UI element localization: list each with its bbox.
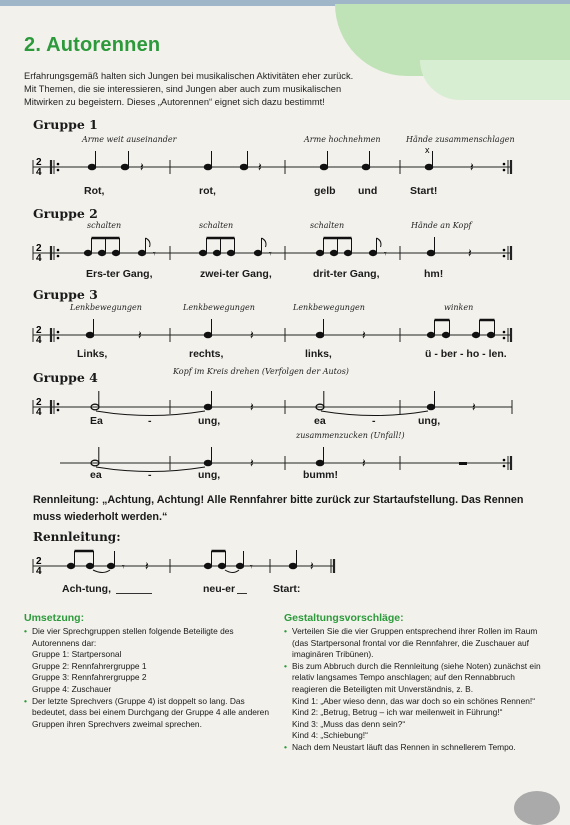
- group-1-staff: [0, 140, 570, 186]
- role-item: Gruppe 1: Startpersonal: [32, 649, 122, 660]
- svg-text:4: 4: [36, 407, 42, 418]
- group-3-lyric: links,: [305, 348, 332, 360]
- group-3-label: Gruppe 3: [33, 287, 98, 302]
- umsetzung-heading: Umsetzung:: [24, 612, 85, 624]
- group-3-instruction: Lenkbewegungen: [293, 303, 365, 312]
- svg-text:2: 2: [36, 397, 42, 408]
- svg-text:𝄽: 𝄽: [258, 160, 262, 174]
- group-2-lyric: hm!: [424, 268, 444, 280]
- rennleitung-lyric: Start:: [273, 583, 301, 595]
- group-1-lyric: rot,: [199, 185, 216, 197]
- svg-text:𝄽: 𝄽: [468, 246, 472, 260]
- group-4-staff: [0, 380, 570, 426]
- svg-text:𝄾: 𝄾: [269, 249, 272, 260]
- group-1-lyric: und: [358, 185, 378, 197]
- green-decoration-light: [420, 60, 570, 100]
- gestaltung-item: • Bis zum Abbruch durch die Rennleitung (siehe Noten) zunächst ein relativ langsames Tempo anschlagen; auf den Rennabbruch reagieren die Beteiligten mit Unverständnis, z. B.: [284, 661, 552, 696]
- svg-text:4: 4: [36, 566, 42, 577]
- svg-text:𝄽: 𝄽: [472, 400, 476, 414]
- svg-text:2: 2: [36, 556, 42, 567]
- group-2-instruction: schalten: [310, 221, 345, 230]
- svg-text:𝄽: 𝄽: [362, 328, 366, 342]
- group-4-lyric: -: [148, 415, 152, 427]
- group-4-instruction: Kopf im Kreis drehen (Verfolgen der Autos): [173, 367, 349, 376]
- kind-item: Kind 3: „Muss das denn sein?“: [292, 718, 406, 729]
- group-3-lyric: rechts,: [189, 348, 224, 360]
- svg-text:𝄾: 𝄾: [384, 249, 387, 260]
- group-1-instruction: Arme weit auseinander: [82, 135, 177, 144]
- rennleitung-lyric: neu-er: [203, 583, 236, 595]
- kind-list: [284, 696, 552, 742]
- group-4-lyric-2: -: [148, 469, 152, 481]
- group-2-label: Gruppe 2: [33, 206, 98, 221]
- group-3-instruction: Lenkbewegungen: [183, 303, 255, 312]
- group-4-staff-2: [0, 436, 570, 482]
- group-1-instruction: Hände zusammenschlagen: [406, 135, 515, 144]
- svg-text:2: 2: [36, 243, 42, 254]
- svg-text:𝄽: 𝄽: [250, 400, 254, 414]
- group-4-lyric: Ea: [90, 415, 103, 427]
- rennleitung-announcement: Rennleitung: „Achtung, Achtung! Alle Rennfahrer bitte zurück zur Startaufstellung. Das Rennen muss wiederholt werden.“: [33, 494, 524, 523]
- svg-text:𝄽: 𝄽: [250, 456, 254, 470]
- group-2-staff: [0, 226, 570, 272]
- group-4-instruction: zusammenzucken (Unfall!): [296, 431, 405, 440]
- gestaltung-heading: Gestaltungsvorschläge:: [284, 612, 404, 624]
- gestaltung-item: • Nach dem Neustart läuft das Rennen in schnellerem Tempo.: [284, 742, 552, 754]
- time-sig-top: 2: [36, 157, 42, 168]
- group-4-lyric: ung,: [198, 415, 221, 427]
- time-sig-bottom: 4: [36, 167, 42, 178]
- group-4-lyric-2: ung,: [198, 469, 221, 481]
- role-item: Gruppe 4: Zuschauer: [32, 683, 112, 694]
- group-4-lyric-2: ea: [90, 469, 102, 481]
- kind-item: Kind 4: „Schiebung!“: [292, 730, 368, 741]
- group-3-lyric: ü - ber - ho - len.: [425, 348, 507, 360]
- group-1-instruction: Arme hochnehmen: [304, 135, 381, 144]
- group-2-lyric: Ers-ter Gang,: [86, 268, 153, 280]
- svg-text:𝄽: 𝄽: [470, 160, 474, 174]
- group-1-lyric: gelb: [314, 185, 336, 197]
- umsetzung-item: • Die vier Sprechgruppen stellen folgende Beteiligte des Autorennens dar:: [24, 626, 274, 649]
- svg-text:𝄽: 𝄽: [145, 559, 149, 573]
- rennleitung-staff: [0, 544, 570, 584]
- svg-text:4: 4: [36, 253, 42, 264]
- svg-text:𝄾: 𝄾: [153, 249, 156, 260]
- umsetzung-list: [24, 626, 274, 730]
- group-4-lyric: ung,: [418, 415, 441, 427]
- group-2-instruction: schalten: [199, 221, 234, 230]
- svg-text:4: 4: [36, 335, 42, 346]
- svg-text:𝄾: 𝄾: [250, 562, 253, 573]
- group-3-instruction: winken: [444, 303, 474, 312]
- melisma-line: [237, 593, 247, 594]
- group-3-lyric: Links,: [77, 348, 108, 360]
- svg-text:𝄽: 𝄽: [140, 160, 144, 174]
- svg-text:𝄽: 𝄽: [310, 559, 314, 573]
- group-3-instruction: Lenkbewegungen: [70, 303, 142, 312]
- svg-text:2: 2: [36, 325, 42, 336]
- role-item: Gruppe 3: Rennfahrergruppe 2: [32, 672, 147, 683]
- rennleitung-lyric: Ach-tung,: [62, 583, 111, 595]
- svg-text:𝄾: 𝄾: [122, 562, 125, 573]
- group-1-lyric: Start!: [410, 185, 438, 197]
- group-2-lyric: zwei-ter Gang,: [200, 268, 272, 280]
- svg-text:𝄽: 𝄽: [250, 328, 254, 342]
- melisma-line: [116, 593, 152, 594]
- group-4-lyric: ea: [314, 415, 326, 427]
- page-title: 2. Autorennen: [24, 34, 161, 56]
- intro-text: Erfahrungsgemäß halten sich Jungen bei musikalischen Aktivitäten eher zurück. Mit Themen, die sie interessieren, sind Jungen aber auch zum musikalischen Mitwirken zu begeistern. Dieses „Autorennen“ eignet sich dazu bestimmt!: [24, 71, 354, 107]
- svg-text:x: x: [425, 145, 430, 155]
- umsetzung-item: • Der letzte Sprechvers (Gruppe 4) ist doppelt so lang. Das bedeutet, dass bei einem Durchgang der Gruppe 4 alle anderen Gruppen ihren Sprechvers zweimal sprechen.: [24, 696, 274, 731]
- group-4-lyric-2: bumm!: [303, 469, 338, 481]
- group-1-lyric: Rot,: [84, 185, 105, 197]
- rennleitung-label: Rennleitung:: [33, 530, 121, 544]
- group-2-lyric: drit-ter Gang,: [313, 268, 380, 280]
- group-2-instruction: Hände an Kopf: [411, 221, 472, 230]
- kind-item: Kind 2: „Betrug, Betrug – ich war meilenweit in Führung!“: [292, 707, 503, 718]
- kind-item: Kind 1: „Aber wieso denn, das war doch so ein schönes Rennen!“: [292, 695, 536, 706]
- group-1-label: Gruppe 1: [33, 117, 98, 132]
- group-4-label: Gruppe 4: [33, 370, 98, 385]
- gestaltung-list: [284, 626, 552, 754]
- gestaltung-item: • Verteilen Sie die vier Gruppen entsprechend ihrer Rollen im Raum (das Startpersonal frontal vor die Rennfahrer, die Zuschauer auf imaginären Tribünen).: [284, 626, 552, 661]
- group-2-instruction: schalten: [87, 221, 122, 230]
- group-4-lyric: -: [372, 415, 376, 427]
- svg-text:𝄽: 𝄽: [362, 456, 366, 470]
- svg-text:𝄽: 𝄽: [138, 328, 142, 342]
- role-list: [24, 649, 274, 695]
- role-item: Gruppe 2: Rennfahrergruppe 1: [32, 660, 147, 671]
- page-corner-tab: [514, 791, 560, 825]
